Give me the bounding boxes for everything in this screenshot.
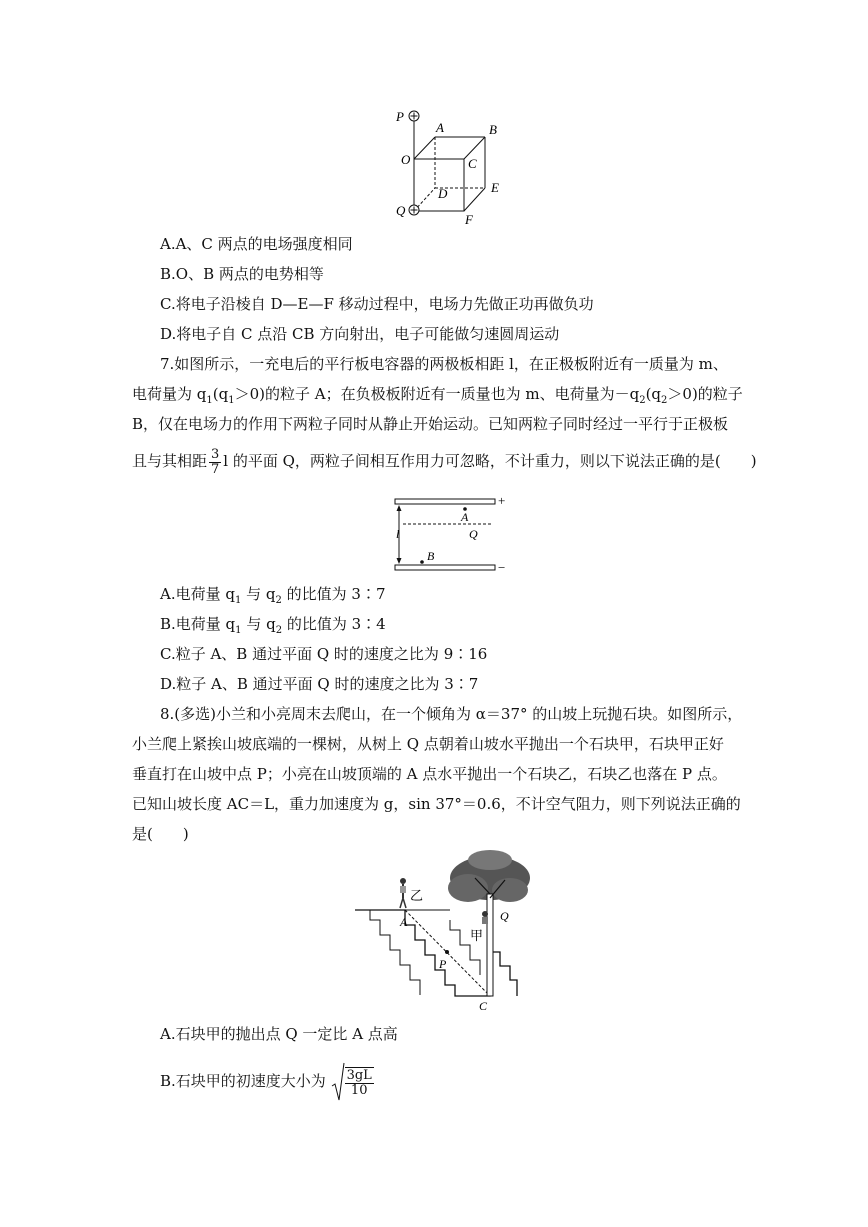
cube-label-q: Q (396, 203, 406, 218)
q7-stem-line-3: B，仅在电场力的作用下两粒子同时从静止开始运动。已知两粒子同时经过一平行于正极板 (132, 415, 729, 433)
q8-stem-line-1: 8.(多选)小兰和小亮周末去爬山，在一个倾角为 α＝37° 的山坡上玩抛石块。如图所示， (160, 705, 743, 723)
cube-label-b: B (489, 122, 497, 137)
cube-label-a: A (436, 120, 444, 135)
q8-stem-line-3: 垂直打在山坡中点 P；小亮在山坡顶端的 A 点水平抛出一个石块乙，石块乙也落在 P 点。 (132, 765, 727, 783)
q8-stem-line-4: 已知山坡长度 AC＝L，重力加速度为 g，sin 37°＝0.6，不计空气阻力，则下列说法正确的 (132, 795, 741, 813)
svg-text:乙: 乙 (410, 888, 424, 903)
tree-icon (448, 850, 530, 996)
cube-label-o: O (401, 152, 411, 167)
q6-option-b: B.O、B 两点的电势相等 (160, 265, 324, 283)
svg-text:A: A (400, 915, 408, 929)
q7-option-a: A.电荷量 $q_1$ 与 $q_2$ 的比值为 3∶7 (160, 585, 386, 606)
cube-label-f: F (465, 212, 473, 226)
q7-stem-line-1: 7.如图所示，一充电后的平行板电容器的两极板相距 l，在正极板附近有一质量为 m、 (160, 355, 728, 373)
radical-sign-icon (331, 1062, 345, 1102)
svg-text:A: A (461, 510, 469, 524)
fraction-3-7: $\frac{3}{7}$ (211, 446, 220, 477)
q7-option-d: D.粒子 A、B 通过平面 Q 时的速度之比为 3∶7 (160, 675, 479, 693)
positive-charge-q-icon (409, 205, 419, 215)
q7-option-b: B.电荷量 $q_1$ 与 $q_2$ 的比值为 3∶4 (160, 615, 386, 636)
svg-text:Q: Q (500, 909, 509, 923)
cube-label-d: D (438, 186, 448, 201)
q8-stem-line-2: 小兰爬上紧挨山坡底端的一棵树，从树上 Q 点朝着山坡水平抛出一个石块甲，石块甲正好 (132, 735, 724, 753)
svg-text:−: − (498, 560, 506, 574)
sqrt-expression: $\frac{3gL}{10}$ (331, 1066, 374, 1098)
q8-option-a: A.石块甲的抛出点 Q 一定比 A 点高 (160, 1025, 398, 1043)
q8-option-b: B.石块甲的初速度大小为 $\frac{3gL}{10}$ (160, 1066, 374, 1098)
svg-text:P: P (439, 957, 447, 971)
cube-label-e: E (491, 180, 499, 195)
positive-charge-p-icon (409, 111, 419, 121)
cube-figure (390, 104, 520, 226)
svg-text:甲: 甲 (470, 928, 484, 943)
capacitor-figure (385, 492, 515, 574)
svg-text:B: B (427, 549, 435, 563)
cube-label-c: C (468, 156, 477, 171)
q8-stem-line-5: 是( ) (132, 825, 189, 843)
q6-option-c: C.将电子沿棱自 D—E—F 移动过程中，电场力先做正功再做负功 (160, 295, 594, 313)
q6-option-d: D.将电子自 C 点沿 CB 方向射出，电子可能做匀速圆周运动 (160, 325, 560, 343)
negative-plate (395, 565, 495, 570)
svg-text:l: l (396, 527, 400, 541)
svg-text:+: + (498, 493, 506, 508)
cube-label-p: P (396, 109, 404, 124)
q7-option-c: C.粒子 A、B 通过平面 Q 时的速度之比为 9∶16 (160, 645, 488, 663)
positive-plate (395, 499, 495, 504)
hill-figure (350, 848, 530, 1016)
svg-text:C: C (479, 999, 488, 1013)
svg-text:Q: Q (469, 527, 478, 541)
q6-option-a: A.A、C 两点的电场强度相同 (160, 235, 353, 253)
q7-stem-line-2: 电荷量为 $q_1(q_1>0)$的粒子 A；在负极板附近有一质量也为 m、电荷量为$-q_2(q_2>0)$的粒子 (132, 385, 743, 406)
person-icon (400, 878, 406, 908)
q7-stem-line-4: 且与其相距 $\frac{3}{7}$ l 的平面 Q，两粒子间相互作用力可忽略，不计重力，则以下说法正确的是( ) (132, 446, 757, 477)
